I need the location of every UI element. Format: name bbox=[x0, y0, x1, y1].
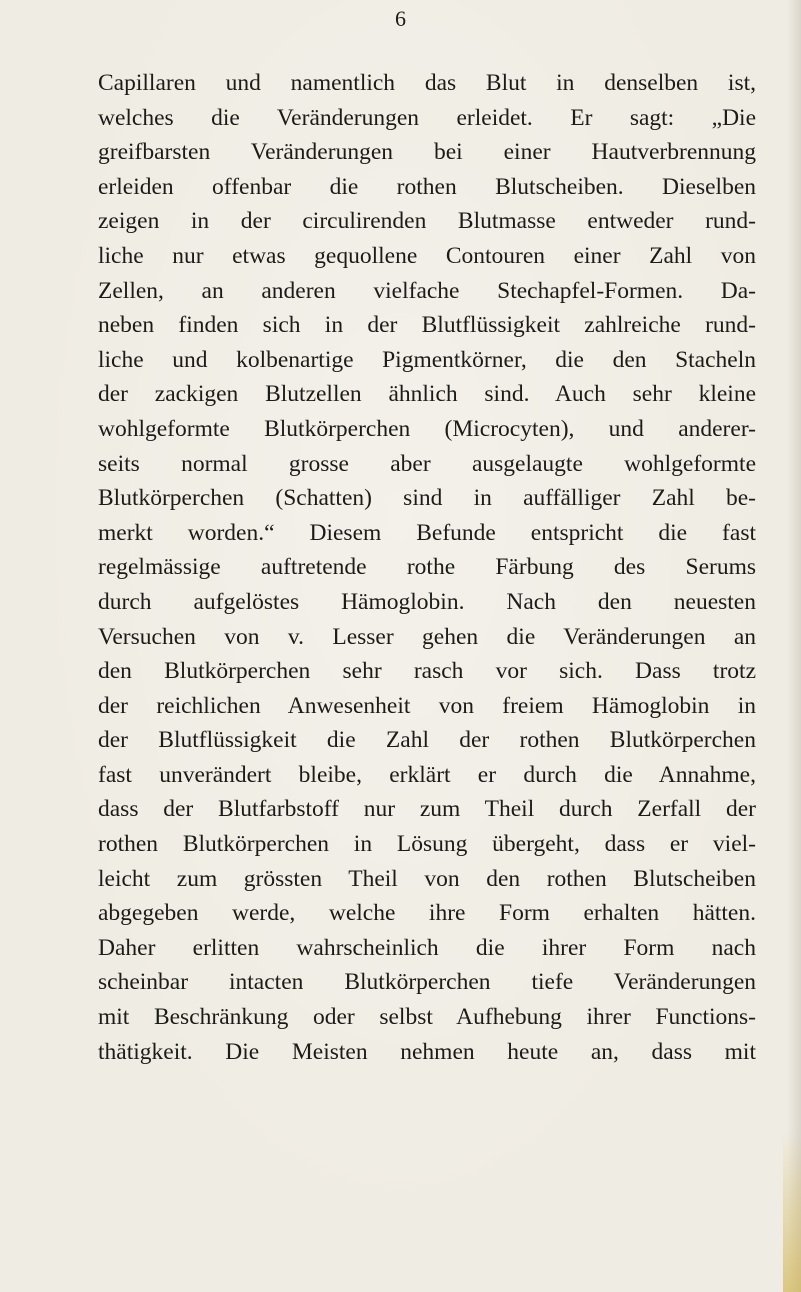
text-line: Capillaren und namentlich das Blut in denselben ist, bbox=[98, 70, 756, 96]
text-line: Daher erlitten wahrscheinlich die ihrer Form nach bbox=[98, 934, 756, 961]
text-line: zeigen in der circulirenden Blutmasse entweder rund- bbox=[98, 208, 756, 235]
text-line: regelmässige auftretende rothe Färbung des Serums bbox=[98, 554, 756, 581]
text-line: Versuchen von v. Lesser gehen die Veränderungen an bbox=[98, 623, 756, 650]
text-line: fast unverändert bleibe, erklärt er durch die Annahme, bbox=[98, 761, 756, 788]
text-line: Zellen, an anderen vielfache Stechapfel-Formen. Da- bbox=[98, 277, 756, 304]
body-text bbox=[98, 66, 756, 1069]
text-line: durch aufgelöstes Hämoglobin. Nach den neuesten bbox=[98, 588, 756, 615]
text-line: den Blutkörperchen sehr rasch vor sich. Dass trotz bbox=[98, 658, 756, 685]
page-corner-stain bbox=[783, 1132, 801, 1292]
text-line: neben finden sich in der Blutflüssigkeit zahlreiche rund- bbox=[98, 312, 756, 339]
text-line: liche nur etwas gequollene Contouren einer Zahl von bbox=[98, 242, 756, 269]
text-line: dass der Blutfarbstoff nur zum Theil durch Zerfall der bbox=[98, 796, 756, 823]
text-line: liche und kolbenartige Pigmentkörner, die den Stacheln bbox=[98, 346, 756, 373]
text-line: mit Beschränkung oder selbst Aufhebung ihrer Functions- bbox=[98, 1004, 756, 1031]
text-line: scheinbar intacten Blutkörperchen tiefe Veränderungen bbox=[98, 969, 756, 996]
text-line: abgegeben werde, welche ihre Form erhalten hätten. bbox=[98, 900, 756, 927]
text-line: welches die Veränderungen erleidet. Er sagt: „Die bbox=[98, 104, 756, 131]
text-line: merkt worden.“ Diesem Befunde entspricht die fast bbox=[98, 519, 756, 546]
text-line: Blutkörperchen (Schatten) sind in auffälliger Zahl be- bbox=[98, 485, 756, 512]
text-line: leicht zum grössten Theil von den rothen Blutscheiben bbox=[98, 865, 756, 892]
text-line: greifbarsten Veränderungen bei einer Hautverbrennung bbox=[98, 139, 756, 166]
text-line: rothen Blutkörperchen in Lösung übergeht, dass er viel- bbox=[98, 831, 756, 858]
text-line: der zackigen Blutzellen ähnlich sind. Auch sehr kleine bbox=[98, 381, 756, 408]
text-line: wohlgeformte Blutkörperchen (Microcyten), und anderer- bbox=[98, 415, 756, 442]
text-line: erleiden offenbar die rothen Blutscheiben. Dieselben bbox=[98, 173, 756, 200]
text-line: thätigkeit. Die Meisten nehmen heute an, dass mit bbox=[98, 1038, 756, 1065]
page-edge-shadow bbox=[787, 0, 801, 1292]
page-number: 6 bbox=[395, 6, 406, 31]
text-line: seits normal grosse aber ausgelaugte wohlgeformte bbox=[98, 450, 756, 477]
text-line: der Blutflüssigkeit die Zahl der rothen Blutkörperchen bbox=[98, 727, 756, 754]
text-line: der reichlichen Anwesenheit von freiem Hämoglobin in bbox=[98, 692, 756, 719]
